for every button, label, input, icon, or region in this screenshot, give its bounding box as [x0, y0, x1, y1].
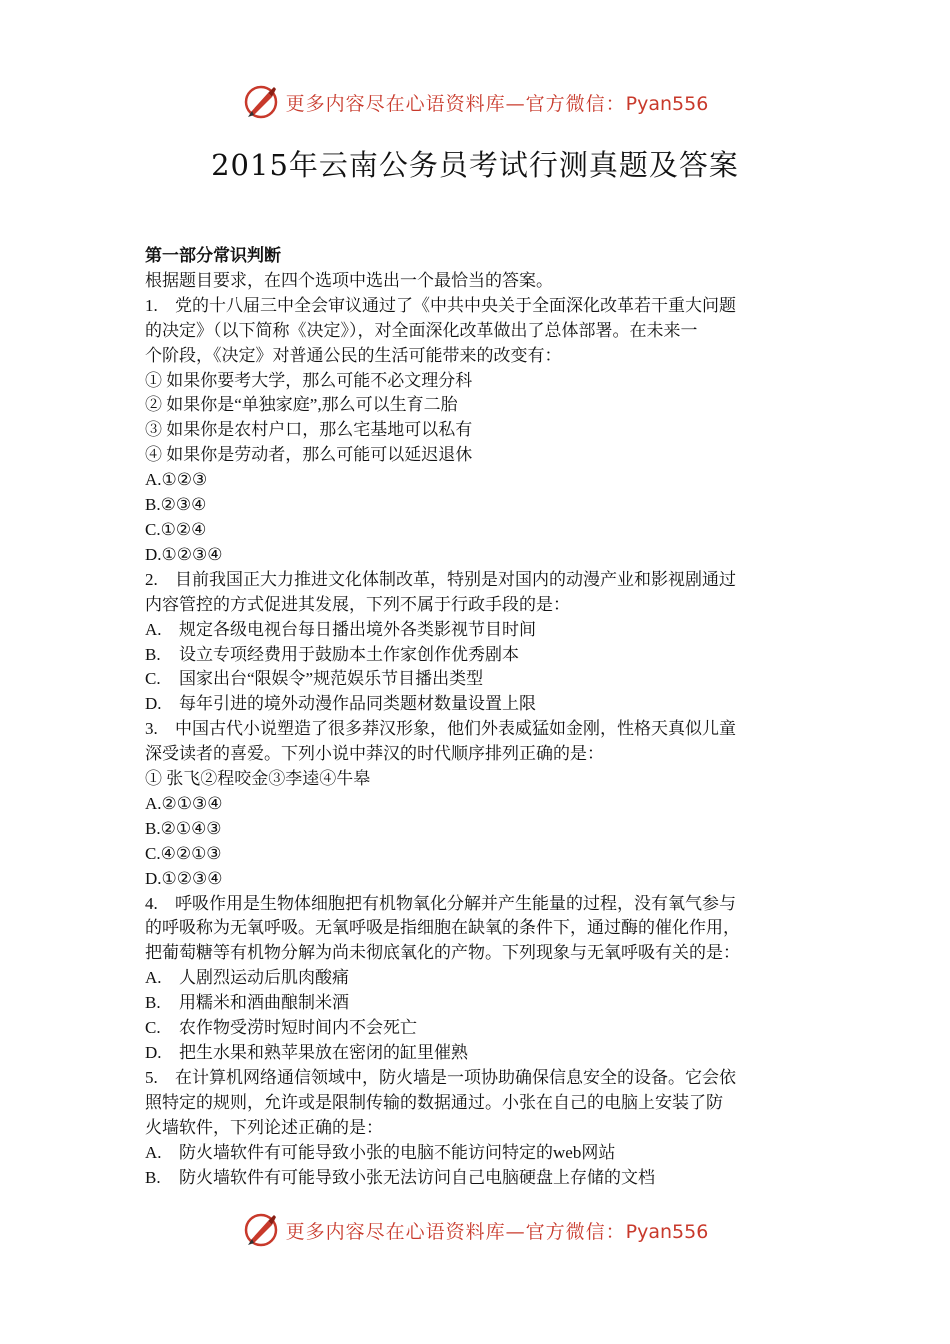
option-letter: A.: [145, 1142, 162, 1162]
option-letter: C.: [145, 669, 161, 689]
question-text: 内容管控的方式促进其发展，下列不属于行政手段的是：: [145, 594, 570, 614]
question-text: 把葡萄糖等有机物分解为尚未彻底氧化的产物。下列现象与无氧呼吸有关的是：: [145, 943, 740, 963]
answer-option: [145, 966, 810, 991]
question-text: ① 张飞②程咬金③李逵④牛皋: [145, 769, 371, 789]
footer-watermark-banner: [0, 1208, 950, 1252]
answer-option: [145, 1141, 810, 1166]
document-body: [145, 244, 810, 1190]
question-text: 目前我国正大力推进文化体制改革，特别是对国内的动漫产业和影视剧通过: [175, 569, 736, 589]
option-letter: B.: [145, 1167, 161, 1187]
question-text: 的呼吸称为无氧呼吸。无氧呼吸是指细胞在缺氧的条件下，通过酶的催化作用，: [145, 918, 740, 938]
question-text: 在计算机网络通信领域中，防火墙是一项协助确保信息安全的设备。它会依: [175, 1067, 736, 1087]
question-text: 个阶段，《决定》对普通公民的生活可能带来的改变有：: [145, 345, 562, 365]
answer-option: D.①②③④: [145, 868, 223, 888]
answer-option: [145, 1016, 810, 1041]
option-letter: D.: [145, 1043, 162, 1062]
option-text: 用糯米和酒曲酿制米酒: [179, 993, 349, 1013]
statement: ① 如果你要考大学，那么可能不必文理分科: [145, 370, 473, 390]
answer-option: B.②①④③: [145, 818, 222, 838]
answer-option: [145, 1041, 810, 1066]
statement: ② 如果你是“单独家庭”,那么可以生育二胎: [145, 395, 458, 415]
answer-option: [145, 991, 810, 1016]
answer-option: [145, 692, 810, 717]
option-text: 防火墙软件有可能导致小张无法访问自己电脑硬盘上存储的文档: [179, 1167, 655, 1187]
banner-text: 更多内容尽在心语资料库—官方微信：Pyan556: [285, 92, 709, 115]
question-number: 5.: [145, 1067, 158, 1087]
option-letter: A.: [145, 968, 162, 988]
answer-option: C.④②①③: [145, 843, 222, 863]
answer-option: A.①②③: [145, 470, 208, 490]
option-letter: B.: [145, 644, 161, 664]
answer-option: D.①②③④: [145, 544, 223, 564]
question-number: 2.: [145, 569, 158, 589]
answer-option: A.②①③④: [145, 793, 223, 813]
option-letter: C.: [145, 1018, 161, 1038]
question-text: 呼吸作用是生物体细胞把有机物氧化分解并产生能量的过程，没有氧气参与: [175, 893, 736, 913]
option-text: 规定各级电视台每日播出境外各类影视节目时间: [179, 619, 536, 639]
question-text: 中国古代小说塑造了很多莽汉形象，他们外表威猛如金刚，性格天真似儿童: [175, 719, 736, 739]
answer-option: [145, 1166, 810, 1191]
option-text: 每年引进的境外动漫作品同类题材数量设置上限: [179, 694, 536, 714]
option-text: 国家出台“限娱令”规范娱乐节目播出类型: [179, 669, 484, 689]
question-4: [145, 892, 810, 1066]
option-letter: A.: [145, 619, 162, 639]
statement: ④ 如果你是劳动者，那么可能可以延迟退休: [145, 445, 473, 465]
answer-option: [145, 618, 810, 643]
answer-option: B.②③④: [145, 495, 207, 515]
question-number: 3.: [145, 719, 158, 739]
option-letter: D.: [145, 694, 162, 714]
question-text: 的决定》（以下简称《决定》），对全面深化改革做出了总体部署。在未来一: [145, 320, 698, 340]
pen-logo-icon: [242, 83, 280, 121]
question-text: 照特定的规则，允许或是限制传输的数据通过。小张在自己的电脑上安装了防: [145, 1092, 723, 1112]
option-text: 把生水果和熟苹果放在密闭的缸里催熟: [179, 1043, 468, 1062]
pen-logo-icon: [242, 1211, 280, 1249]
option-text: 人剧烈运动后肌肉酸痛: [179, 968, 349, 988]
question-text: 深受读者的喜爱。下列小说中莽汉的时代顺序排列正确的是：: [145, 744, 604, 764]
question-5: [145, 1066, 810, 1191]
question-3: [145, 717, 810, 891]
option-text: 设立专项经费用于鼓励本土作家创作优秀剧本: [179, 644, 519, 664]
header-watermark-banner: [0, 80, 950, 124]
option-text: 农作物受涝时短时间内不会死亡: [179, 1018, 417, 1038]
section-heading: 第一部分常识判断: [145, 246, 281, 265]
answer-option: C.①②④: [145, 519, 207, 539]
answer-option: [145, 667, 810, 692]
question-text: 党的十八届三中全会审议通过了《中共中央关于全面深化改革若干重大问题: [175, 295, 736, 315]
question-2: [145, 568, 810, 717]
option-letter: B.: [145, 993, 161, 1013]
answer-option: [145, 643, 810, 668]
document-title: 2015年云南公务员考试行测真题及答案: [211, 148, 739, 182]
question-number: 4.: [145, 893, 158, 913]
question-text: 火墙软件，下列论述正确的是：: [145, 1117, 383, 1137]
instruction: 根据题目要求，在四个选项中选出一个最恰当的答案。: [145, 270, 553, 290]
statement: ③ 如果你是农村户口，那么宅基地可以私有: [145, 420, 473, 440]
banner-text: 更多内容尽在心语资料库—官方微信：Pyan556: [285, 1220, 709, 1243]
question-1: [145, 294, 810, 568]
question-number: 1.: [145, 295, 158, 315]
option-text: 防火墙软件有可能导致小张的电脑不能访问特定的web网站: [179, 1142, 616, 1162]
